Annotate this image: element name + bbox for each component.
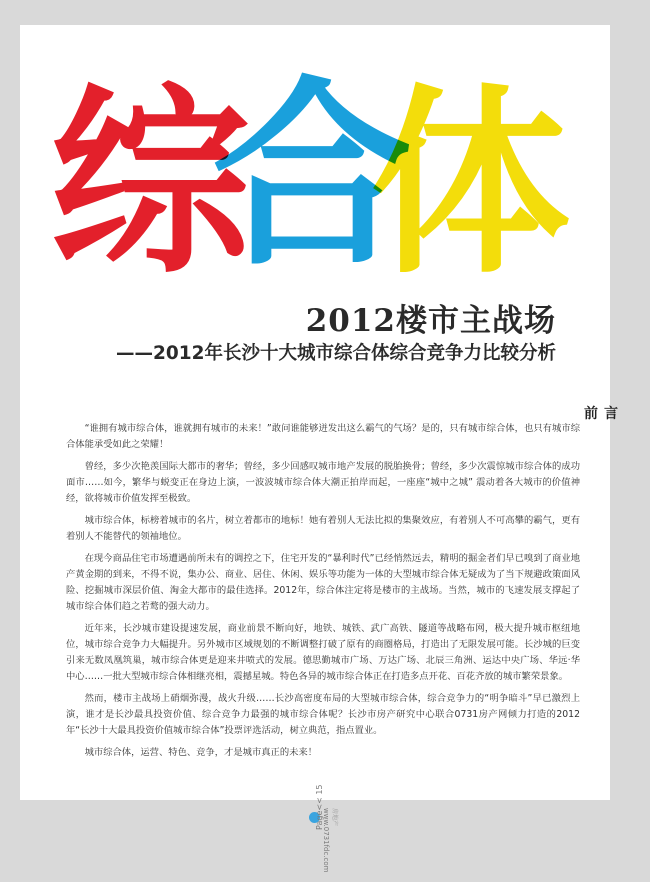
preface-heading: 前言	[584, 406, 624, 422]
paragraph: 在现今商品住宅市场遭遇前所未有的调控之下，住宅开发的“暴利时代”已经悄然远去，精明的掘金者们早已嗅到了商业地产黄金期的到来，不得不说，集办公、商业、居住、休闲、娱乐等功能为一体的大型城市综合体无疑成为了当下规避政策面风险、挖掘城市深层价值、淘金大都市的最佳选择。2012年，综合体注定将是楼市的主战场。当然，城市的飞速发展支撑起了城市综合体们趋之若鹜的强大动力。	[66, 553, 580, 612]
paragraph: 城市综合体，运营、特色、竞争，才是城市真正的未来！	[84, 747, 318, 758]
article-body	[66, 421, 580, 767]
paragraph: “谁拥有城市综合体，谁就拥有城市的未来！”敢问谁能够迸发出这么霸气的气场？是的，只有城市综合体，也只有城市综合体能承受如此之荣耀！	[66, 423, 580, 450]
headline-glyph-ti: 体	[370, 68, 571, 301]
spine-website: www.0731fdc.com	[322, 808, 330, 873]
paragraph: 曾经，多少次艳羡国际大都市的奢华；曾经，多少回感叹城市地产发展的脱胎换骨；曾经，多少次震惊城市综合体的成功面市……如今，繁华与蜕变正在身边上演，一波波城市综合体大潮正拍岸而起，一座座“城中之城” 震动着各大城市的价值神经，欲将城市价值发挥至极致。	[66, 461, 580, 504]
headline-graphic	[50, 60, 590, 310]
page-number: Page<< 15	[315, 784, 324, 830]
headline-glyph-he: 合	[212, 60, 413, 293]
paragraph: 然而，楼市主战场上硝烟弥漫，战火升级……长沙高密度布局的大型城市综合体，综合竞争力的“明争暗斗”早已激烈上演，谁才是长沙最具投资价值、综合竞争力最强的城市综合体呢？长沙市房产研究中心联合0731房产网倾力打造的2012年“长沙十大最具投资价值城市综合体”投票评选活动，树立典范，指点置业。	[66, 693, 580, 736]
page-subtitle: ——2012年长沙十大城市综合体综合竞争力比较分析	[116, 343, 556, 364]
paragraph: 城市综合体，标榜着城市的名片，树立着都市的地标！她有着别人无法比拟的集聚效应，有着别人不可高攀的霸气，更有着别人不能替代的领袖地位。	[66, 515, 580, 542]
paragraph: 近年来，长沙城市建设提速发展，商业前景不断向好，地铁、城铁、武广高铁、隧道等战略布网，极大提升城市枢纽地位，城市综合竞争力大幅提升。另外城市区域规划的不断调整打破了原有的商圈格局，打造出了无限发展可能。长沙城的巨变引来无数凤凰筑巢，城市综合体更是迎来井喷式的发展。德思勤城市广场、万达广场、北辰三角洲、运达中央广场、华远·华中心……一批大型城市综合体相继亮相，震撼星城。特色各异的城市综合体正在打造多点开花、百花齐放的城市繁荣景象。	[66, 623, 580, 682]
headline-glyph-zong: 综	[50, 68, 251, 301]
page-title: 2012楼市主战场	[305, 303, 556, 339]
spine-website-sub: 房地产	[331, 808, 338, 827]
